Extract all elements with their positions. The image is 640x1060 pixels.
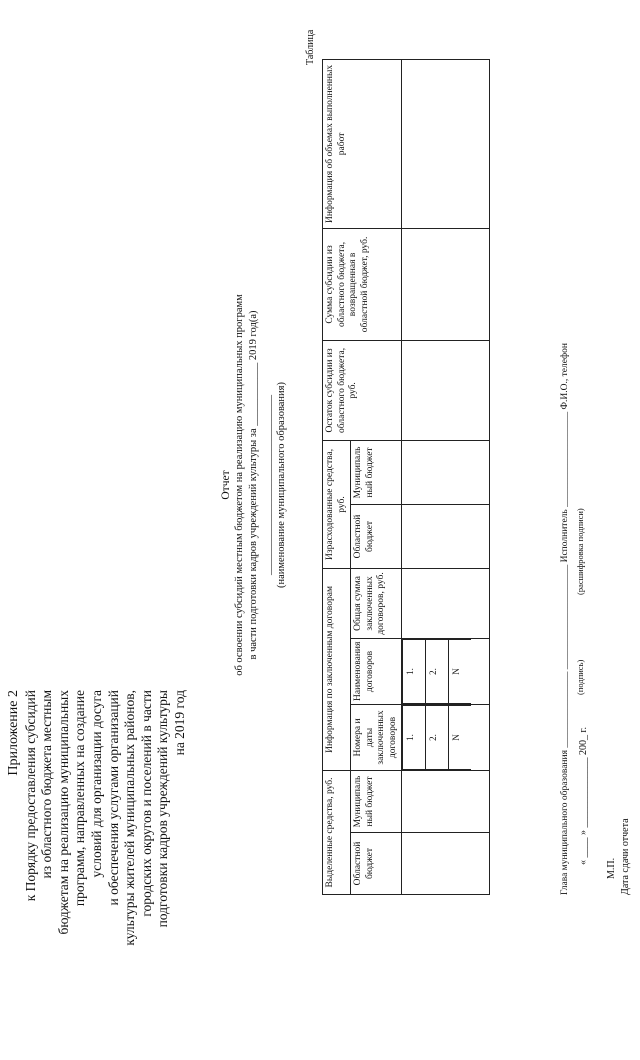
appendix-line: на 2019 год bbox=[171, 690, 187, 756]
table-data-row bbox=[402, 59, 490, 894]
appendix-line: из областного бюджета местным bbox=[39, 690, 55, 879]
signature-caption: (подпись) bbox=[575, 659, 585, 695]
appendix-line: к Порядку предоставления субсидий bbox=[22, 690, 38, 902]
appendix-title: Приложение 2 bbox=[6, 690, 21, 776]
report-subtitle-line: об освоении субсидий местным бюджетом на реализацию муниципальных программ bbox=[234, 294, 246, 676]
municipality-blank: ____________________________________ bbox=[262, 395, 274, 575]
appendix-line: подготовки кадров учреждений культуры bbox=[155, 690, 171, 928]
cell-alloc-regional[interactable] bbox=[402, 833, 490, 895]
list-item: N bbox=[449, 639, 472, 703]
report-heading bbox=[220, 215, 288, 755]
header-spent-regional: Областной бюджет bbox=[351, 504, 402, 568]
cell-alloc-municipal[interactable] bbox=[402, 770, 490, 832]
table-header-row bbox=[323, 59, 351, 894]
signature-line: Глава муниципального образования ________________ ______________________ Исполнитель ____________________ Ф.И.О., телефон bbox=[560, 342, 570, 895]
date-line: « ____ » ______________ 200_ г. bbox=[578, 727, 589, 865]
appendix-line: программ, направленных на создание bbox=[72, 690, 88, 907]
cell-returned[interactable] bbox=[402, 228, 490, 340]
header-contract-numbers: Номера и даты заключенных договоров bbox=[351, 704, 402, 770]
report-table bbox=[322, 59, 490, 895]
contract-names-list bbox=[402, 639, 471, 704]
cell-remaining[interactable] bbox=[402, 340, 490, 440]
header-allocated: Выделенные средства, руб. bbox=[323, 770, 351, 894]
cell-spent-municipal[interactable] bbox=[402, 440, 490, 504]
header-returned: Сумма субсидии из областного бюджета, возвращенная в областной бюджет, руб. bbox=[323, 228, 402, 340]
list-item: 1. bbox=[403, 705, 426, 769]
report-title: Отчет bbox=[220, 470, 232, 500]
list-item: N bbox=[449, 705, 472, 769]
signature-decode-caption: (расшифровка подписи) bbox=[575, 508, 585, 595]
header-contracts: Информация по заключенным договорам bbox=[323, 568, 351, 770]
appendix-line: и обеспечения услугами организаций bbox=[105, 690, 121, 906]
appendix-line: бюджетам на реализацию муниципальных bbox=[55, 690, 71, 935]
cell-contract-numbers[interactable] bbox=[402, 704, 490, 770]
table-label: Таблица bbox=[305, 29, 316, 65]
cell-work-info[interactable] bbox=[402, 59, 490, 228]
appendix-header bbox=[6, 690, 189, 1060]
list-item: 1. bbox=[403, 639, 426, 703]
header-remaining: Остаток субсидии из областного бюджета, руб. bbox=[323, 340, 402, 440]
header-contract-names: Наименования договоров bbox=[351, 638, 402, 704]
list-item: 2. bbox=[426, 639, 449, 703]
cell-contract-names[interactable] bbox=[402, 638, 490, 704]
report-subtitle-line: в части подготовки кадров учреждений культуры за ____________ 2019 год(а) bbox=[247, 310, 259, 660]
cell-spent-regional[interactable] bbox=[402, 504, 490, 568]
header-alloc-regional: Областной бюджет bbox=[351, 833, 402, 895]
appendix-line: условий для организации досуга bbox=[88, 690, 104, 878]
appendix-line: городских округов и поселений в части bbox=[138, 690, 154, 917]
header-alloc-municipal: Муниципаль ный бюджет bbox=[351, 770, 402, 832]
header-spent: Израсходованные средства, руб. bbox=[323, 440, 351, 568]
header-spent-municipal: Муниципаль ный бюджет bbox=[351, 440, 402, 504]
stamp-place: М.П. bbox=[606, 857, 617, 879]
header-work-info: Информация об объемах выполненных работ bbox=[323, 59, 402, 228]
appendix-line: культуры жителей муниципальных районов, bbox=[122, 690, 138, 946]
submission-date-label: Дата сдачи отчета bbox=[620, 818, 631, 895]
cell-contract-total[interactable] bbox=[402, 568, 490, 638]
header-contract-total: Общая сумма заключенных договоров, руб. bbox=[351, 568, 402, 638]
municipality-caption: (наименование муниципального образования) bbox=[275, 381, 287, 589]
list-item: 2. bbox=[426, 705, 449, 769]
contract-numbers-list bbox=[402, 705, 471, 770]
